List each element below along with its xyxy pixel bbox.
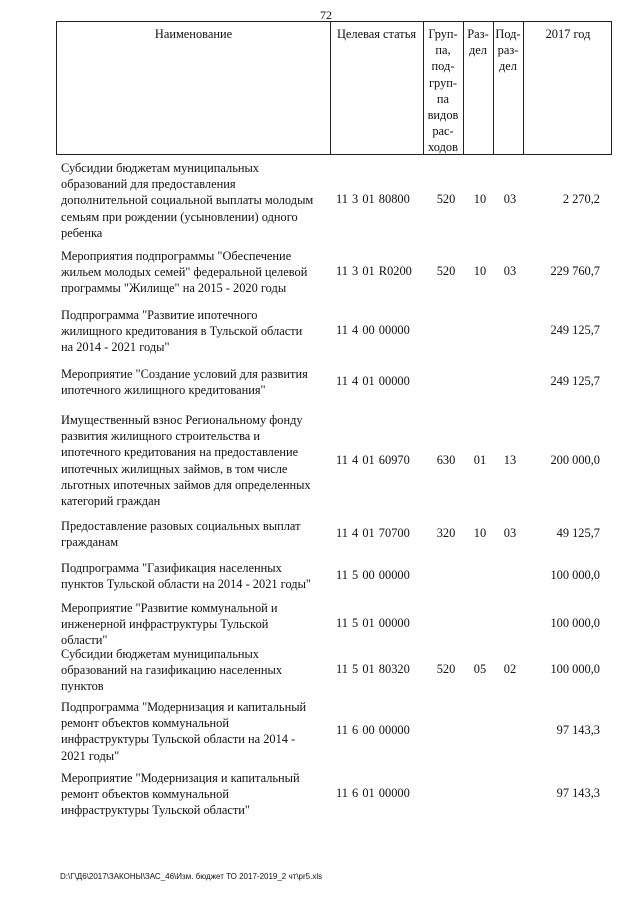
target-article-code: 11 4 01 00000 [336, 374, 410, 389]
row-name [61, 770, 333, 819]
row-name-line: Субсидии бюджетам муниципальных [61, 647, 260, 661]
row-name-line: ребенка [61, 225, 103, 240]
amount-2017: 97 143,3 [556, 786, 600, 801]
subsection-code: 03 [503, 192, 517, 207]
section-code: 10 [473, 192, 487, 207]
amount-2017: 200 000,0 [550, 452, 600, 467]
group-code: 520 [436, 662, 456, 677]
row-name [61, 412, 333, 509]
row-name [61, 248, 333, 297]
header-section [463, 26, 493, 58]
header-group-line: па, [435, 43, 451, 58]
row-name-line: категорий граждан [61, 494, 161, 509]
section-code: 10 [473, 264, 487, 279]
row-name-line: на 2014 - 2021 годы" [61, 340, 170, 355]
header-group-line: па [436, 91, 450, 106]
header-subsection [493, 26, 523, 75]
target-article-code: 11 3 01 R0200 [336, 264, 412, 279]
row-name-line: Мероприятие "Модернизация и капитальный [61, 771, 300, 785]
row-name-line: Предоставление разовых социальных выплат [61, 519, 301, 533]
row-name-line: образований для предоставления [61, 177, 236, 192]
file-path-footer: D:\Г\Д6\2017\ЗАКОНЫ\ЗАС_46\Изм. бюджет ТО 2017-2019_2 чт\pr5.xls [60, 872, 323, 881]
header-name: Наименование [154, 27, 233, 41]
row-name [61, 518, 333, 550]
header-group-line: видов [427, 108, 459, 123]
row-name-line: инфраструктуры Тульской области" [61, 803, 250, 818]
amount-2017: 100 000,0 [550, 662, 600, 677]
row-name-line: Мероприятие "Развитие коммунальной и [61, 601, 278, 615]
row-name-line: Имущественный взнос Региональному фонду [61, 413, 303, 427]
target-article-code: 11 5 00 00000 [336, 568, 410, 583]
header-group-line: груп- [428, 75, 458, 90]
subsection-code: 13 [503, 452, 517, 467]
amount-2017: 49 125,7 [556, 526, 600, 541]
row-name-line: Субсидии бюджетам муниципальных [61, 161, 260, 175]
header-group-line: под- [431, 59, 455, 74]
row-name-line: развития жилищного строительства и [61, 429, 261, 444]
row-name-line: 2021 годы" [61, 748, 120, 763]
header-year: 2017 год [545, 27, 591, 41]
row-name-line: семьям при рождении (усыновлении) одного [61, 209, 298, 224]
row-name-line: Мероприятия подпрограммы "Обеспечение [61, 249, 292, 263]
target-article-code: 11 6 00 00000 [336, 723, 410, 738]
row-name-line: ипотечных жилищных займов, в том числе [61, 461, 288, 476]
header-section-line: Раз- [467, 27, 489, 41]
row-name [61, 366, 333, 398]
row-name-line: ипотечного жилищного кредитования" [61, 383, 266, 398]
row-name-line: ремонт объектов коммунальной [61, 716, 229, 731]
row-name-line: дополнительной социальной выплаты молодым [61, 193, 314, 208]
row-name [61, 600, 333, 649]
section-code: 10 [473, 526, 487, 541]
row-name-line: пунктов [61, 679, 104, 694]
table-header [56, 21, 612, 155]
row-name-line: льготных ипотечных займов для определенных [61, 477, 311, 492]
target-article-code: 11 4 01 60970 [336, 452, 410, 467]
header-target-article: Целевая статья [336, 27, 417, 41]
amount-2017: 100 000,0 [550, 616, 600, 631]
header-subsection-line: Под- [495, 27, 521, 41]
row-name-line: жильем молодых семей" федеральной целевой [61, 265, 308, 280]
row-name-line: ипотечного кредитования на предоставление [61, 445, 299, 460]
group-code: 630 [436, 452, 456, 467]
row-name [61, 560, 333, 592]
header-group-line: ходов [428, 140, 458, 155]
target-article-code: 11 5 01 80320 [336, 662, 410, 677]
header-section-line: дел [469, 43, 487, 58]
amount-2017: 249 125,7 [550, 323, 600, 338]
row-name [61, 646, 333, 695]
row-name-line: Подпрограмма "Газификация населенных [61, 561, 282, 575]
header-subsection-line: дел [499, 59, 517, 74]
header-subsection-line: раз- [497, 43, 519, 58]
section-code: 05 [473, 662, 487, 677]
row-name-line: области" [61, 633, 108, 648]
subsection-code: 03 [503, 264, 517, 279]
group-code: 520 [436, 264, 456, 279]
target-article-code: 11 3 01 80800 [336, 192, 410, 207]
subsection-code: 03 [503, 526, 517, 541]
subsection-code: 02 [503, 662, 517, 677]
row-name [61, 307, 333, 356]
amount-2017: 249 125,7 [550, 374, 600, 389]
amount-2017: 2 270,2 [562, 192, 600, 207]
row-name-line: инфраструктуры Тульской области на 2014 - [61, 732, 296, 747]
row-name-line: инженерной инфраструктуры Тульской [61, 617, 269, 632]
amount-2017: 100 000,0 [550, 568, 600, 583]
amount-2017: 229 760,7 [550, 264, 600, 279]
target-article-code: 11 4 00 00000 [336, 323, 410, 338]
group-code: 520 [436, 192, 456, 207]
group-code: 320 [436, 526, 456, 541]
section-code: 01 [473, 452, 487, 467]
row-name [61, 160, 333, 241]
target-article-code: 11 5 01 00000 [336, 616, 410, 631]
header-group-line: рас- [432, 124, 454, 139]
page-number: 72 [320, 8, 332, 22]
header-group-line: Груп- [428, 27, 458, 41]
header-group [423, 26, 463, 156]
row-name-line: Подпрограмма "Развитие ипотечного [61, 308, 258, 322]
row-name-line: гражданам [61, 535, 119, 550]
target-article-code: 11 4 01 70700 [336, 526, 410, 541]
amount-2017: 97 143,3 [556, 723, 600, 738]
row-name-line: пунктов Тульской области на 2014 - 2021 годы" [61, 577, 311, 592]
row-name-line: Подпрограмма "Модернизация и капитальный [61, 700, 307, 714]
row-name-line: ремонт объектов коммунальной [61, 787, 229, 802]
row-name [61, 699, 333, 764]
row-name-line: программы "Жилище" на 2015 - 2020 годы [61, 281, 287, 296]
row-name-line: жилищного кредитования в Тульской области [61, 324, 303, 339]
row-name-line: Мероприятие "Создание условий для развития [61, 367, 308, 381]
target-article-code: 11 6 01 00000 [336, 786, 410, 801]
row-name-line: образований на газификацию населенных [61, 663, 283, 678]
